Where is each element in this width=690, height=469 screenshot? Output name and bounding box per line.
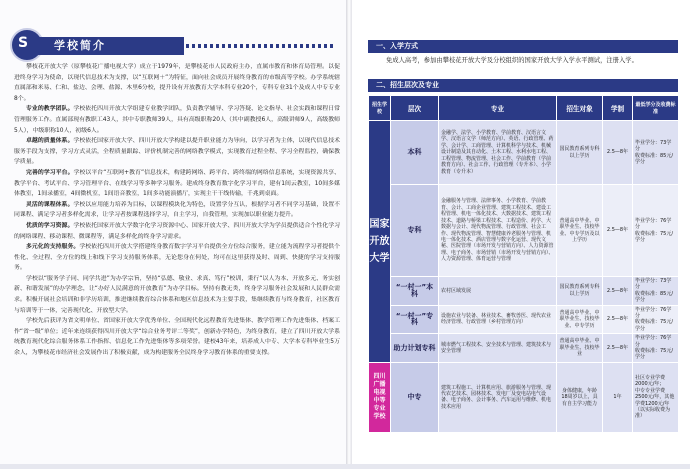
table-row (369, 185, 679, 277)
admission-method-title: 一、入学方式 (368, 40, 678, 53)
majors-cell: 金融学、法学、小学教育、学前教育、汉语言文学、汉语言文学（师范方向）、英语、行政管理、药学、会计学、工商管理、计算机科学与技术、机械设计制造及其自动化、土木工程、水利水电工程、工程管理、物流管理、社会工作、学前教育（学前教育方向）、社会工作、行政管理（专升本）、小学教育（专升本） (439, 121, 557, 185)
paragraph-text: 学校先后获评为省文明单位、省国家开放大学优秀单位、全国现代化远程教育先进集体、教学管理工作先进集体、档案工作“省一级”单位；近年来连续获得四川开放大学“综合业务考评二等奖”，创新办学特色，为终身教育，建立了四川开放大学系统教育现代化综合服务体系工作指挥、信息化工作先进集体等多项荣誉。建校43年来，培养成人中专、大学本专科毕业生5万余人，为攀枝花市经济社会发展作出了积极贡献，成为构建服务全民终身学习教育体系的重要支撑。 (14, 318, 340, 357)
header-fee: 最低学分及收费标准 (633, 96, 679, 121)
majors-cell: 农村区域发展 (439, 277, 557, 306)
majors-cell: 建筑工程施工、计算机应用、旅游服务与管理、现代农艺技术、园林技术、发电厂及变电站电气设备、电子商务、会计事务、汽车运用与维修、机电技术应用 (439, 362, 557, 432)
paragraph-lead: 灵活的课程体系。 (26, 201, 74, 208)
header-school: 招生学校 (369, 96, 391, 121)
target-cell: 身体健康，年龄18周岁以上，具有自主学习能力 (557, 362, 603, 432)
enrollment-table-header (369, 96, 679, 121)
target-cell: 普通高中毕业、中职毕业生、技校毕业、中专学历及以上学历 (557, 185, 603, 277)
intro-paragraph (14, 200, 340, 221)
header-divider (186, 44, 336, 48)
level-cell: “一村一”本科 (391, 277, 439, 306)
table-row (369, 362, 679, 432)
enrollment-levels-title: 二、招生层次及专业 (368, 79, 678, 92)
majors-cell: 金融服务与管理、法律事务、小学教育、学前教育、会计、工商企业管理、建筑工程技术、建设工程管理、机电一体化技术、大数据技术、建筑工程技术、道路与桥梁工程技术、工程造价、药学、大数据与会计、现代物流管理、行政管理、社会工作、现代物流管理、智慧健康养老服务与管理、机电一体化技术、酒店管理与数字化运营、现代文秘、医院管理（市场开发与营销方向）、人力资源管理、电子商务、市场营销（市场开发与营销方向）、人力资源管理、体育运营与管理 (439, 185, 557, 277)
paragraph-lead: 优质的学习资源。 (26, 222, 74, 229)
paragraph-text: 学校依托四川开放大学搭建终身教育数字学习平台提供全方位综合服务，建立能为流程学习者提供个性化、全过程、全方位的线上和线下学习支持服务体系，无论您身在何处，均可在这里获得及时、周到、快捷的学习支持服务。 (14, 244, 341, 272)
school-intro-text (14, 62, 340, 359)
intro-paragraph (14, 316, 340, 358)
level-cell: 助力计划专科 (391, 334, 439, 363)
target-cell: 国民教育系列专科以上学历 (557, 121, 603, 185)
paragraph-text: 学校依托国家开放大学数字化学习资源中心、国家开放大学、四川开放大学为学员提供适合个性化学习的网络课程、移动课程、微课程等，满足多样化的终身学习需求。 (14, 222, 341, 240)
duration-cell: 2.5—8年 (603, 185, 633, 277)
header-target: 招生对象 (557, 96, 603, 121)
majors-cell: 城市燃气工程技术、安全技术与管理、建筑技术与安全管理 (439, 334, 557, 363)
paragraph-text: 学校以应用能力培养为目标，以课程模块化为特色，设置学分互认，根据学习者不同学习基础，设置不同课程、满足学习者多样化需求，让学习者按课程选择学习，自主学习，自我管理，实现加以职业能力提升。 (14, 201, 341, 219)
intro-paragraph (14, 274, 340, 316)
table-row (369, 334, 679, 363)
school-intro-header (10, 32, 340, 56)
school-group-label: 四川广播电视中等专业学校 (369, 362, 391, 432)
enrollment-table (368, 95, 679, 433)
header-level: 层次 (391, 96, 439, 121)
paragraph-lead: 完善的学习平台。 (26, 169, 74, 176)
duration-cell: 1年 (603, 362, 633, 432)
majors-cell: 设施农业与装备、林业技术、畜牧兽医、现代农业经济管理、行政管理（乡村管理方向） (439, 305, 557, 334)
level-cell: 本科 (391, 121, 439, 185)
school-logo-icon: S (10, 28, 44, 62)
intro-paragraph (14, 242, 340, 274)
level-cell: 专科 (391, 185, 439, 277)
target-cell: 普通高中毕业、中职毕业生、技校毕业 (557, 334, 603, 363)
bottom-strip (0, 464, 690, 469)
fee-cell: 毕业学分：73学分 收费标准：85元/学分 (633, 277, 679, 306)
level-cell: 中专 (391, 362, 439, 432)
duration-cell: 2.5—8年 (603, 277, 633, 306)
page-fold (346, 0, 352, 469)
paragraph-text: 学校以平台“互联网+教育”信息技术，构建跨网络、跨平台、跨终端的网络信息系统，实现资源共享、教学平台、考试平台、学习管理平台、在线学习等多种学习服务。建成终身教育数字化学习平台，建有1间云教室，10间多媒体教室，1间录播室，4间微机室，1间语音教室，1间多功能演播厅，实现主干干线传输，千兆到桌面。 (14, 169, 341, 198)
school-group-label: 国家开放大学 (369, 121, 391, 363)
intro-paragraph (14, 62, 340, 104)
admission-method-text: 免成人高考，参加由攀枝花开放大学及分校组织的国家开放大学入学水平测试，注册入学。 (386, 57, 638, 64)
table-row (369, 121, 679, 185)
paragraph-lead: 卓越的质量体系。 (26, 138, 74, 145)
paragraph-lead: 专业的教学团队。 (26, 106, 74, 113)
fee-cell: 毕业学分：76学分 收费标准：75元/学分 (633, 334, 679, 363)
duration-cell: 2.5—8年 (603, 305, 633, 334)
paragraph-lead: 多元化的支持服务。 (26, 244, 80, 251)
school-intro-title: 学校简介 (36, 37, 184, 55)
fee-cell: 毕业学分：73学分 收费标准：85元/学分 (633, 121, 679, 185)
table-row (369, 305, 679, 334)
header-major: 专业 (439, 96, 557, 121)
target-cell: 普通高中毕业、中职毕业生、技校毕业、中专学历 (557, 305, 603, 334)
intro-paragraph (14, 221, 340, 242)
fee-cell: 毕业学分：76学分 收费标准：75元/学分 (633, 185, 679, 277)
paragraph-text: 学校以“服务学子同、同学共进”为办学宗旨，坚持“弘德、敬业、求真、笃行”校训，秉行“以人为本、开放多元、务实创新、和谐发展”的办学理念，让“办好人民满意的开放教育”为办学目标。坚持有教无类，终身学习服务社会发展和人民群众需求。积极开展社会培训和非学历培训，推进继续教育综合体系和地区信息技术为主要手段，集继续教育与终身教育，社区教育与培训等于一体，完善现代化、开放型大学。 (14, 275, 340, 314)
table-row (369, 277, 679, 306)
intro-paragraph (14, 136, 340, 168)
target-cell: 国民教育系列专科以上学历 (557, 277, 603, 306)
intro-paragraph (14, 168, 340, 200)
duration-cell: 2.5—8年 (603, 334, 633, 363)
level-cell: “一村一”专科 (391, 305, 439, 334)
header-duration: 学制 (603, 96, 633, 121)
duration-cell: 2.5—8年 (603, 121, 633, 185)
paragraph-text: 学校依托国家开放大学、四川开放大学构建以提升职业能力为导向，以学习者为主体，以现代信息技术服务手段为支撑，学习方式灵活，全程质量跟踪、评价机制完善的网络教学模式，实现教育过程全程、学习全程监控，确保教学质量。 (14, 138, 341, 166)
fee-cell: 毕业学分：76学分 收费标准：75元/学分 (633, 305, 679, 334)
fee-cell: 社区专业学费2000元/年； 中专专业学费2500元/年，其他学费1200元/年（以实际收费为准） (633, 362, 679, 432)
intro-paragraph (14, 104, 340, 136)
paragraph-text: 攀枝花开放大学（原攀枝花广播电视大学）成立于1979年，是攀枝花市人民政府主办，直属市教育和体育局管理。以促进终身学习为使命，以现代信息技术为支撑，以“互联网＋”为特征，面向社会成员开展终身教育的市级高等学校。办学系统辖直属部和米易、仁和、盐边、会理、盐源、木里6分校，提升设有开放教育大学本科专业20个，专科专业31个及成人中专专业8个。 (14, 64, 340, 102)
paragraph-text: 学校依托四川开放大学组建专业教学团队，负责教学辅导、学习答疑、论文指导、社会实践和课程日常管理服务工作。直属部现有教职工43人，其中专职教师39人，具有高级职称20人（其中副教授6人，高级讲师9人，高级教师5人），中级职称10人，初级6人。 (14, 106, 341, 134)
